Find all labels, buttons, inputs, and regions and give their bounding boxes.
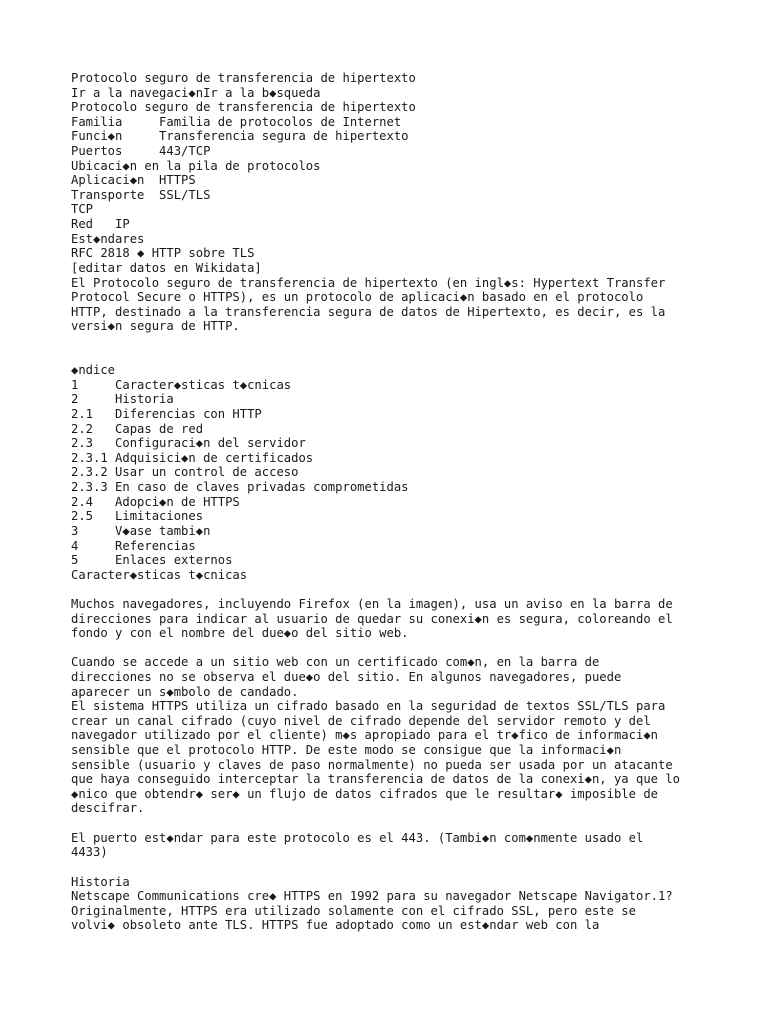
- blank-line: [71, 641, 731, 656]
- text-line: aparecer un s◆mbolo de candado.: [71, 684, 299, 699]
- text-line: 2.1 Diferencias con HTTP: [71, 407, 262, 422]
- text-line: Transporte SSL/TLS: [71, 187, 211, 202]
- text-line: El Protocolo seguro de transferencia de hipertexto (en ingl◆s: Hypertext Transfer: [71, 275, 666, 290]
- text-line: sensible (usuario y claves de paso normalmente) no pueda ser usada por un atacante: [71, 757, 673, 772]
- text-line: Protocolo seguro de transferencia de hipertexto: [71, 71, 416, 85]
- text-line: ◆nico que obtendr◆ ser◆ un flujo de datos cifrados que le resultar◆ imposible de: [71, 786, 658, 801]
- text-line: 2.3.1 Adquisici◆n de certificados: [71, 450, 314, 465]
- text-line: HTTP, destinado a la transferencia segura de datos de Hipertexto, es decir, es la: [71, 304, 666, 319]
- blank-line: [71, 860, 731, 875]
- text-line: Originalmente, HTTPS era utilizado solamente con el cifrado SSL, pero este se: [71, 903, 636, 918]
- text-line: Caracter◆sticas t◆cnicas: [71, 567, 248, 582]
- text-line: Puertos 443/TCP: [71, 144, 211, 159]
- text-line: 4 Referencias: [71, 538, 196, 553]
- text-line: crear un canal cifrado (cuyo nivel de cifrado depende del servidor remoto y del: [71, 713, 651, 728]
- text-line: Aplicaci◆n HTTPS: [71, 173, 196, 188]
- text-line: 5 Enlaces externos: [71, 553, 233, 568]
- blank-line: [71, 349, 731, 364]
- text-line: sensible que el protocolo HTTP. De este modo se consigue que la informaci◆n: [71, 743, 622, 758]
- text-line: fondo y con el nombre del due◆o del sitio web.: [71, 626, 409, 641]
- text-line: Ubicaci◆n en la pila de protocolos: [71, 158, 321, 173]
- text-line: Ir a la navegaci◆nIr a la b◆squeda: [71, 85, 321, 100]
- text-line: 2.3.2 Usar un control de acceso: [71, 465, 299, 480]
- text-line: volvi◆ obsoleto ante TLS. HTTPS fue adoptado como un est◆ndar web con la: [71, 918, 600, 933]
- text-line: El sistema HTTPS utiliza un cifrado basado en la seguridad de textos SSL/TLS para: [71, 699, 666, 714]
- text-line: 2.3 Configuraci◆n del servidor: [71, 436, 306, 451]
- text-line: Protocolo seguro de transferencia de hipertexto: [71, 100, 416, 115]
- document-text: [71, 71, 731, 933]
- text-line: Red IP: [71, 217, 130, 232]
- text-line: Protocol Secure o HTTPS), es un protocolo de aplicaci◆n basado en el protocolo: [71, 290, 644, 305]
- text-line: direcciones no se observa el due◆o del sitio. En algunos navegadores, puede: [71, 669, 622, 684]
- text-line: 1 Caracter◆sticas t◆cnicas: [71, 377, 292, 392]
- text-line: Historia: [71, 874, 130, 889]
- text-line: Familia Familia de protocolos de Internet: [71, 114, 402, 129]
- text-line: Funci◆n Transferencia segura de hipertexto: [71, 129, 409, 144]
- text-line: 4433): [71, 845, 108, 860]
- text-line: versi◆n segura de HTTP.: [71, 319, 240, 334]
- text-line: navegador utilizado por el cliente) m◆s apropiado para el tr◆fico de informaci◆n: [71, 728, 658, 743]
- text-line: Muchos navegadores, incluyendo Firefox (en la imagen), usa un aviso en la barra de: [71, 596, 673, 611]
- text-line: TCP: [71, 202, 94, 217]
- text-line: que haya conseguido interceptar la transferencia de datos de la conexi◆n, ya que lo: [71, 772, 681, 787]
- text-line: 2 Historia: [71, 392, 174, 407]
- blank-line: [71, 334, 731, 349]
- text-line: 2.2 Capas de red: [71, 421, 204, 436]
- text-line: 2.3.3 En caso de claves privadas comprometidas: [71, 480, 409, 495]
- text-line: [editar datos en Wikidata]: [71, 260, 262, 275]
- text-line: El puerto est◆ndar para este protocolo es el 443. (Tambi◆n com◆nmente usado el: [71, 830, 644, 845]
- text-line: RFC 2818 ◆ HTTP sobre TLS: [71, 246, 255, 261]
- text-line: Cuando se accede a un sitio web con un certificado com◆n, en la barra de: [71, 655, 600, 670]
- text-line: Netscape Communications cre◆ HTTPS en 1992 para su navegador Netscape Navigator.1?: [71, 889, 673, 904]
- text-line: descifrar.: [71, 801, 145, 816]
- blank-line: [71, 816, 731, 831]
- text-line: 3 V◆ase tambi◆n: [71, 523, 211, 538]
- text-line: ◆ndice: [71, 363, 116, 378]
- text-line: 2.4 Adopci◆n de HTTPS: [71, 494, 240, 509]
- text-line: direcciones para indicar al usuario de quedar su conexi◆n es segura, coloreando el: [71, 611, 673, 626]
- blank-line: [71, 582, 731, 597]
- text-line: 2.5 Limitaciones: [71, 509, 204, 524]
- text-line: Est◆ndares: [71, 231, 145, 246]
